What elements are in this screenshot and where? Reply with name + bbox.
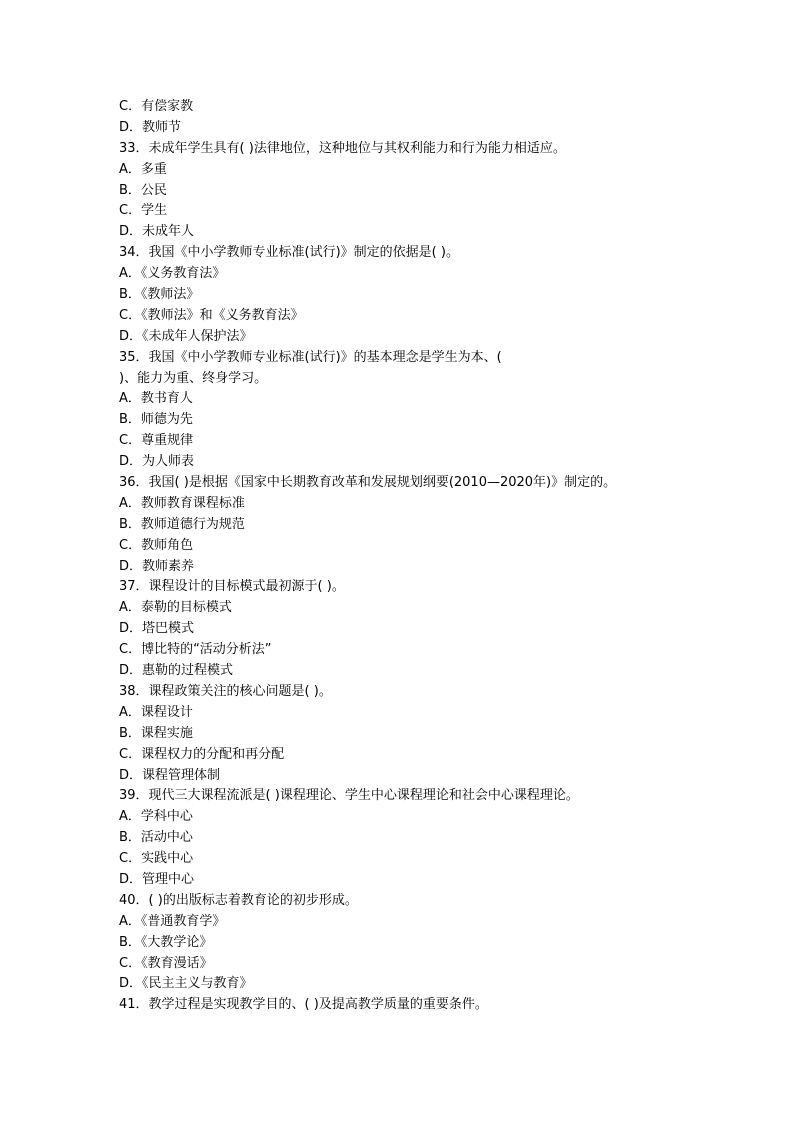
option-line: B．公民 [119,182,167,198]
option-line: B．活动中心 [119,830,193,846]
option-line: C．尊重规律 [119,433,194,449]
option-line: A．教师教育课程标准 [119,495,245,511]
option-line: C．学生 [119,203,168,219]
option-line: D．塔巴模式 [119,621,195,637]
option-line: D．为人师表 [119,454,195,470]
question-38: 38．课程政策关注的核心问题是( )。 [119,683,332,699]
option-line: B．《教师法》 [119,287,200,303]
option-line: B．教师道德行为规范 [119,516,245,532]
option-line: A．泰勒的目标模式 [119,600,232,616]
option-line: A．学科中心 [119,809,193,825]
text-line: D．教师节 [119,119,182,135]
text-line: C．有偿家教 [119,99,194,114]
option-line: A．多重 [119,161,167,177]
option-line: D．管理中心 [119,871,195,887]
question-39: 39．现代三大课程流派是( )课程理论、学生中心课程理论和社会中心课程理论。 [119,788,579,804]
question-35: 35．我国《中小学教师专业标准(试行)》的基本理念是学生为本、( [119,349,502,365]
option-line: B．《大教学论》 [119,934,213,950]
option-line: C．课程权力的分配和再分配 [119,746,285,762]
option-line: C．《教育漫话》 [119,955,213,971]
option-line: D．未成年人 [119,224,195,240]
option-line: C．博比特的“活动分析法” [119,642,272,658]
option-line: A．教书育人 [119,391,193,407]
option-line: D．课程管理体制 [119,767,221,783]
option-line: A．《义务教育法》 [119,266,226,282]
option-line: D．《民主主义与教育》 [119,976,253,992]
question-34: 34．我国《中小学教师专业标准(试行)》制定的依据是( )。 [119,245,459,261]
document-body [119,97,759,1016]
question-33: 33．未成年学生具有( )法律地位，这种地位与其权利能力和行为能力相适应。 [119,140,566,156]
option-line: C．实践中心 [119,851,194,867]
option-line: D．惠勒的过程模式 [119,663,234,679]
option-line: B．师德为先 [119,412,193,428]
question-36: 36．我国( )是根据《国家中长期教育改革和发展规划纲要(2010—2020年)》制定的。 [119,475,617,491]
option-line: A．课程设计 [119,704,193,720]
option-line: D．《未成年人保护法》 [119,328,253,344]
question-41: 41．教学过程是实现教学目的、( )及提高教学质量的重要条件。 [119,997,488,1013]
option-line: C．教师角色 [119,537,194,553]
question-35-continued: )、能力为重、终身学习。 [119,370,268,386]
question-40: 40．( )的出版标志着教育论的初步形成。 [119,892,358,908]
option-line: B．课程实施 [119,725,193,741]
option-line: A．《普通教育学》 [119,913,226,929]
option-line: D．教师素养 [119,558,195,574]
question-37: 37．课程设计的目标模式最初源于( )。 [119,579,345,595]
option-line: C．《教师法》和《义务教育法》 [119,307,304,323]
